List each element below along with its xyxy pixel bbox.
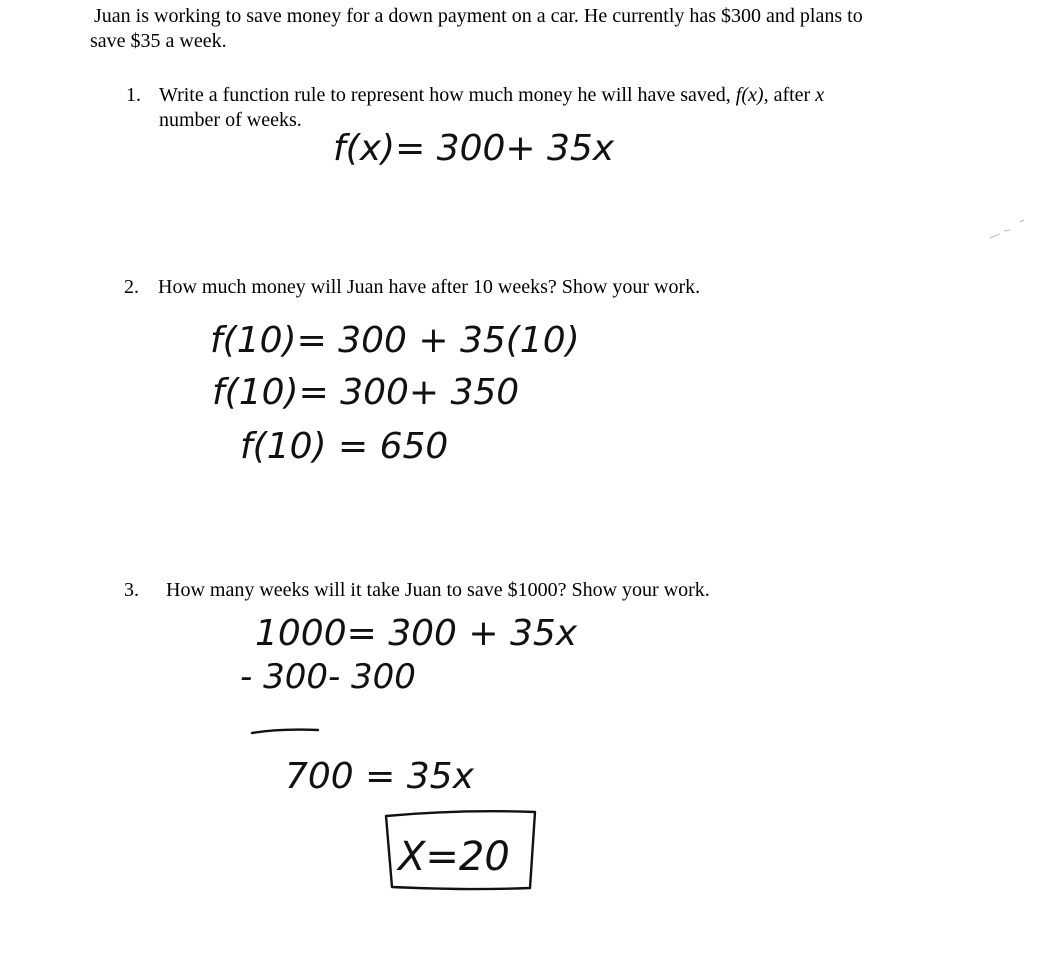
question-2	[124, 275, 824, 301]
intro-line-2: save $35 a week.	[90, 30, 227, 52]
question-3-text: How many weeks will it take Juan to save $1000? Show your work.	[166, 579, 710, 601]
problem-intro	[90, 4, 994, 54]
q3-work-line-2: - 300- 300	[240, 657, 416, 697]
question-1-text-a: Write a function rule to represent how much money he will have saved,	[159, 84, 736, 106]
question-1-text-continued: number of weeks.	[159, 109, 302, 131]
q2-work-line-1: f(10)= 300 + 35(10)	[210, 320, 580, 361]
question-1	[126, 83, 946, 135]
question-3	[124, 578, 824, 604]
question-1-var-x: x	[815, 84, 825, 106]
q3-answer-box	[386, 811, 535, 889]
q3-work-line-1: 1000= 300 + 35x	[255, 613, 578, 654]
q3-subtraction-line	[252, 730, 318, 733]
stray-mark	[990, 220, 1024, 238]
intro-line-1: Juan is working to save money for a down payment on a car. He currently has $300 and plans to	[94, 5, 863, 27]
question-1-var-fx: f(x)	[735, 84, 764, 106]
question-3-number: 3.	[124, 579, 139, 601]
question-2-number: 2.	[124, 276, 139, 298]
question-1-number: 1.	[126, 84, 141, 106]
question-2-text: How much money will Juan have after 10 weeks? Show your work.	[158, 276, 701, 298]
question-1-text-b: , after	[763, 84, 816, 106]
q3-work-line-3: 700 = 35x	[285, 756, 474, 797]
question-1-text	[159, 83, 824, 108]
q3-final-answer: X=20	[398, 834, 510, 880]
q1-handwritten-answer: f(x)= 300+ 35x	[333, 128, 615, 169]
q2-work-line-3: f(10) = 650	[240, 426, 449, 467]
q2-work-line-2: f(10)= 300+ 350	[212, 372, 520, 413]
